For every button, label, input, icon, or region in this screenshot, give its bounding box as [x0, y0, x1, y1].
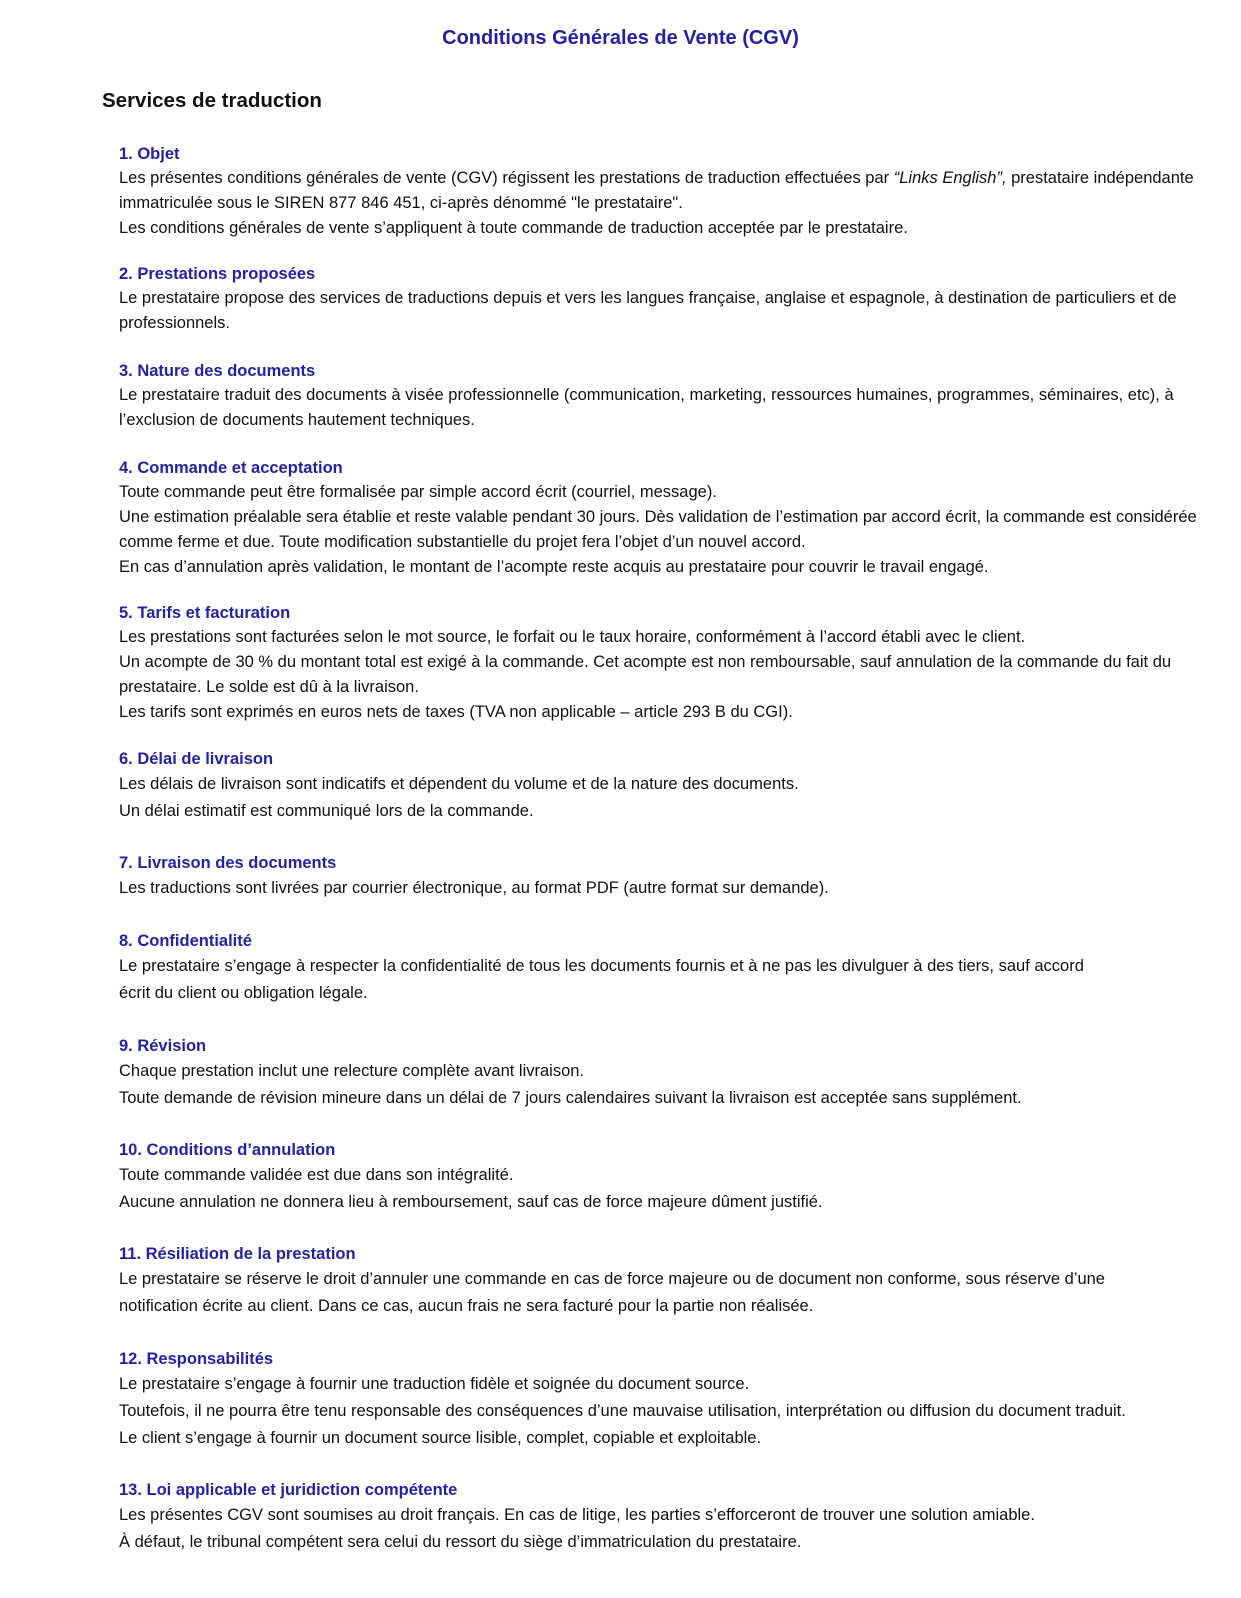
section-delai: [119, 747, 1199, 825]
section-prestations: [119, 262, 1199, 336]
section-tarifs: [119, 601, 1199, 725]
section-heading: 8. Confidentialité: [119, 932, 252, 950]
section-livraison: [119, 851, 1199, 902]
section-paragraph: Toute commande peut être formalisée par simple accord écrit (courriel, message).: [119, 483, 717, 501]
section-paragraph: Le prestataire s’engage à respecter la confidentialité de tous les documents fournis et à ne pas les divulguer à des tiers, sauf accord écrit du client ou obligation légale.: [119, 957, 1084, 1002]
section-annulation: [119, 1138, 1199, 1216]
section-paragraph: Le prestataire se réserve le droit d’annuler une commande en cas de force majeure ou de document non conforme, sous réserve d’une notification écrite au client. Dans ce cas, aucun frais ne sera facturé pour la partie non réalisée.: [119, 1270, 1105, 1315]
section-paragraph: Les prestations sont facturées selon le mot source, le forfait ou le taux horaire, conformément à l’accord établi avec le client.: [119, 628, 1026, 646]
section-paragraph: Le prestataire propose des services de traductions depuis et vers les langues française, anglaise et espagnole, à destination de particuliers et de professionnels.: [119, 289, 1177, 332]
section-paragraph: En cas d’annulation après validation, le montant de l’acompte reste acquis au prestataire pour couvrir le travail engagé.: [119, 558, 989, 576]
section-commande: [119, 456, 1199, 580]
document-subtitle: Services de traduction: [102, 89, 322, 112]
section-confidentialite: [119, 929, 1199, 1007]
section-heading: 3. Nature des documents: [119, 362, 316, 380]
section-paragraph: Toute demande de révision mineure dans un délai de 7 jours calendaires suivant la livraison est acceptée sans supplément.: [119, 1089, 1022, 1107]
section-heading: 6. Délai de livraison: [119, 750, 274, 768]
section-paragraph: Le prestataire s’engage à fournir une traduction fidèle et soignée du document source.: [119, 1375, 750, 1393]
section-heading: 5. Tarifs et facturation: [119, 604, 291, 622]
section-heading: 9. Révision: [119, 1037, 207, 1055]
section-paragraph: Une estimation préalable sera établie et reste valable pendant 30 jours. Dès validation de l’estimation par accord écrit, la commande est considérée comme ferme et due. Toute modification substantielle du projet fera l’objet d’un nouvel accord.: [119, 508, 1197, 551]
section-revision: [119, 1034, 1199, 1112]
document-title: Conditions Générales de Vente (CGV): [442, 27, 799, 49]
section-nature-documents: [119, 359, 1199, 433]
section-heading: 13. Loi applicable et juridiction compétente: [119, 1481, 458, 1499]
section-heading: 11. Résiliation de la prestation: [119, 1245, 356, 1263]
paragraph-text: prestataire indépendante immatriculée sous le SIREN 877 846 451, ci-après dénommé "le prestataire".: [119, 169, 1194, 212]
section-loi-applicable: [119, 1478, 1199, 1556]
section-paragraph: Les délais de livraison sont indicatifs et dépendent du volume et de la nature des documents.: [119, 775, 799, 793]
section-paragraph: [119, 166, 1199, 216]
section-paragraph: Les présentes CGV sont soumises au droit français. En cas de litige, les parties s’efforceront de trouver une solution amiable.: [119, 1506, 1035, 1524]
section-objet: [119, 142, 1199, 241]
section-paragraph: Le client s’engage à fournir un document source lisible, complet, copiable et exploitable.: [119, 1429, 762, 1447]
section-heading: 7. Livraison des documents: [119, 854, 337, 872]
section-paragraph: Chaque prestation inclut une relecture complète avant livraison.: [119, 1062, 585, 1080]
section-paragraph: Toutefois, il ne pourra être tenu responsable des conséquences d’une mauvaise utilisation, interprétation ou diffusion du document traduit.: [119, 1402, 1126, 1420]
paragraph-text: Les présentes conditions générales de vente (CGV) régissent les prestations de traduction effectuées par: [119, 169, 894, 187]
section-paragraph: Le prestataire traduit des documents à visée professionnelle (communication, marketing, ressources humaines, programmes, séminaires, etc), à l’exclusion de documents hautement techniques.: [119, 386, 1174, 429]
section-paragraph: À défaut, le tribunal compétent sera celui du ressort du siège d’immatriculation du prestataire.: [119, 1533, 802, 1551]
section-resiliation: [119, 1242, 1199, 1320]
section-paragraph: Toute commande validée est due dans son intégralité.: [119, 1166, 514, 1184]
section-paragraph: Les tarifs sont exprimés en euros nets de taxes (TVA non applicable – article 293 B du CGI).: [119, 703, 793, 721]
section-heading: 4. Commande et acceptation: [119, 459, 343, 477]
section-heading: 1. Objet: [119, 145, 180, 163]
section-heading: 12. Responsabilités: [119, 1350, 274, 1368]
section-heading: 10. Conditions d’annulation: [119, 1141, 336, 1159]
company-name: “Links English”,: [893, 169, 1007, 187]
section-paragraph: Les conditions générales de vente s’appliquent à toute commande de traduction acceptée par le prestataire.: [119, 219, 908, 237]
section-paragraph: Un acompte de 30 % du montant total est exigé à la commande. Cet acompte est non remboursable, sauf annulation de la commande du fait du prestataire. Le solde est dû à la livraison.: [119, 653, 1172, 696]
section-paragraph: Un délai estimatif est communiqué lors de la commande.: [119, 802, 534, 820]
section-heading: 2. Prestations proposées: [119, 265, 316, 283]
section-responsabilites: [119, 1347, 1199, 1452]
section-paragraph: Les traductions sont livrées par courrier électronique, au format PDF (autre format sur demande).: [119, 879, 829, 897]
section-paragraph: Aucune annulation ne donnera lieu à remboursement, sauf cas de force majeure dûment justifié.: [119, 1193, 823, 1211]
